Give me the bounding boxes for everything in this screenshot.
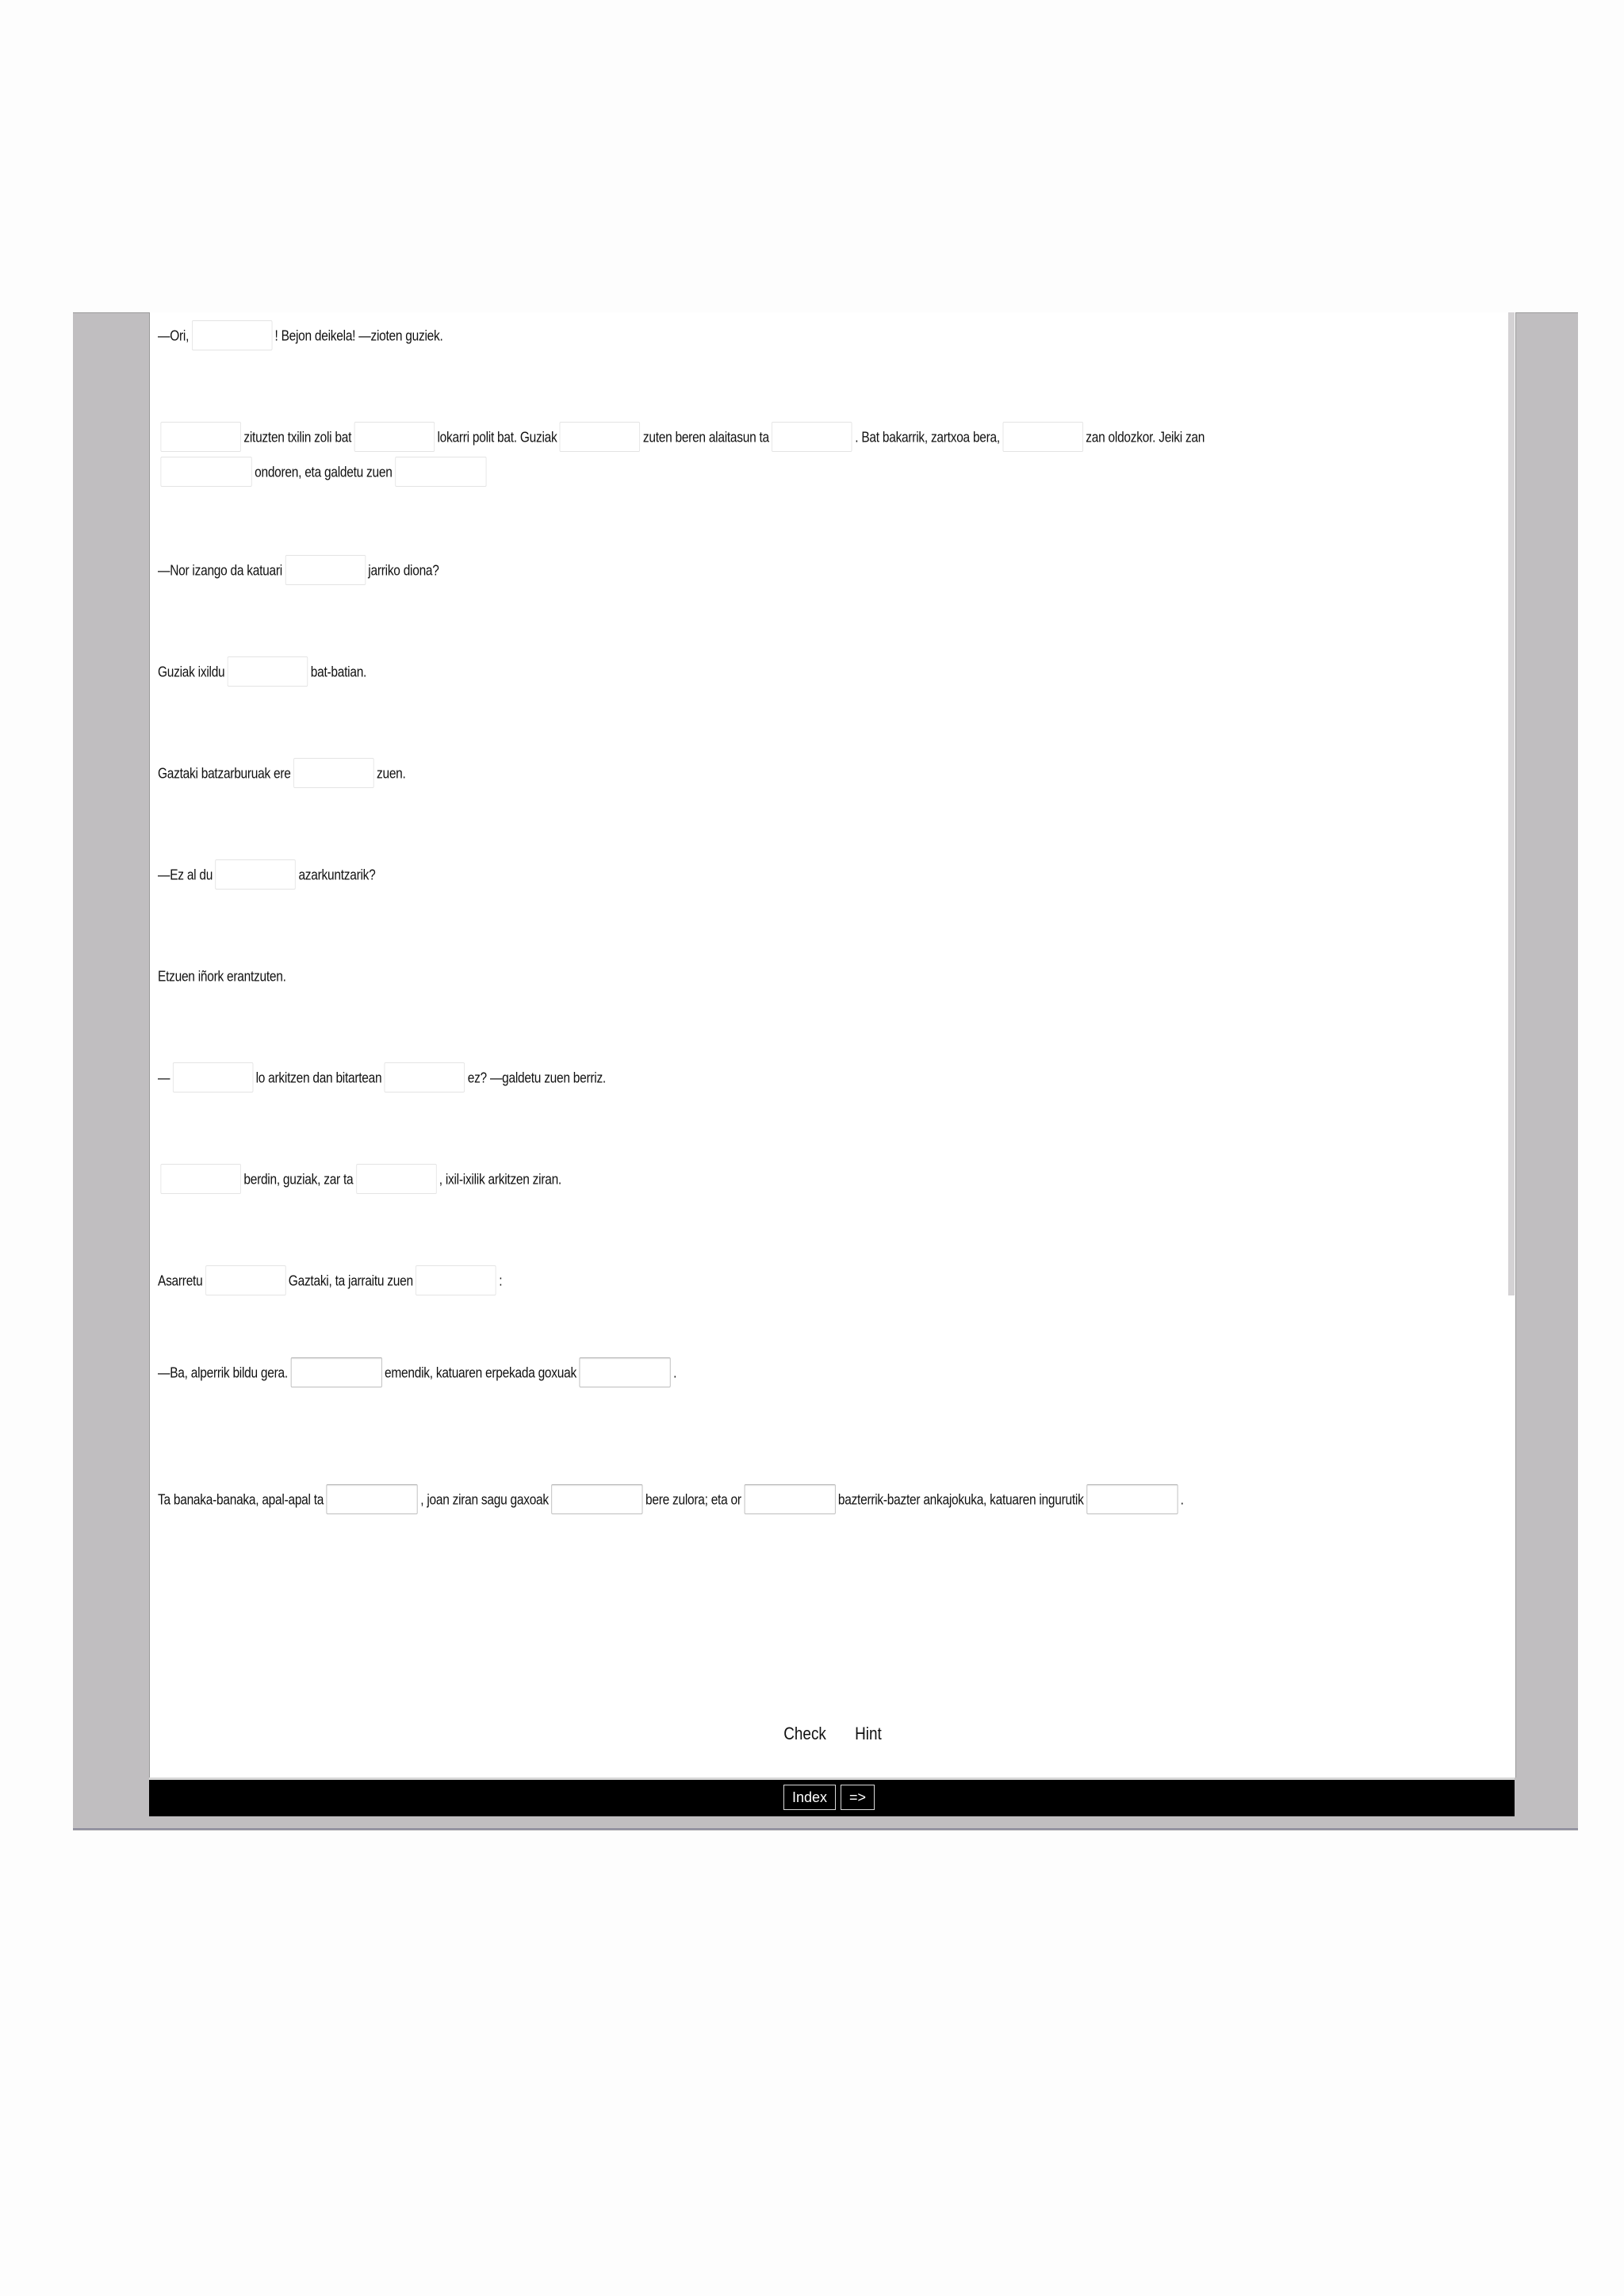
text-segment: jarriko diona? <box>368 562 439 579</box>
text-segment: : <box>499 1272 503 1289</box>
answer-gap-input[interactable] <box>205 1265 285 1295</box>
text-segment: azarkuntzarik? <box>298 867 376 883</box>
paragraph <box>158 317 443 353</box>
text-segment: Ta banaka-banaka, apal-apal ta <box>158 1491 324 1508</box>
answer-gap-input[interactable] <box>1002 422 1082 452</box>
text-segment: zuten beren alaitasun ta <box>642 429 769 446</box>
text-segment: zituzten txilin zoli bat <box>243 429 352 446</box>
answer-gap-input[interactable] <box>173 1062 253 1093</box>
paragraph <box>158 552 439 587</box>
text-segment: , ixil-ixilik arkitzen ziran. <box>439 1171 561 1188</box>
answer-gap-input[interactable] <box>560 422 640 452</box>
paragraph <box>158 1059 606 1095</box>
text-segment: —Nor izango da katuari <box>158 562 282 579</box>
text-segment: lokarri polit bat. Guziak <box>437 429 557 446</box>
text-segment: bere zulora; eta or <box>645 1491 741 1508</box>
paragraph <box>158 419 1205 454</box>
text-segment: . Bat bakarrik, zartxoa bera, <box>855 429 1000 446</box>
answer-gap-input[interactable] <box>290 1357 381 1387</box>
text-segment: ondoren, eta galdetu zuen <box>255 464 393 480</box>
answer-gap-input[interactable] <box>160 457 251 487</box>
answer-gap-input[interactable] <box>228 656 308 687</box>
nav-bar <box>149 1777 1515 1816</box>
text-segment: bat-batian. <box>310 664 367 680</box>
text-segment: Asarretu <box>158 1272 203 1289</box>
text-segment: ! Bejon deikela! —zioten guziek. <box>274 327 443 344</box>
answer-gap-input[interactable] <box>160 1164 240 1194</box>
text-segment: —Ez al du <box>158 867 213 883</box>
index-button[interactable]: Index <box>783 1785 836 1810</box>
answer-gap-input[interactable] <box>293 758 373 788</box>
answer-gap-input[interactable] <box>385 1062 465 1093</box>
answer-gap-input[interactable] <box>356 1164 436 1194</box>
text-segment: lo arkitzen dan bitartean <box>255 1070 382 1086</box>
answer-gap-input[interactable] <box>1086 1484 1178 1514</box>
text-segment: Gaztaki batzarburuak ere <box>158 765 291 782</box>
hint-button[interactable]: Hint <box>855 1724 882 1743</box>
text-segment: . <box>673 1364 677 1381</box>
frame-bottom-line <box>73 1828 1578 1830</box>
answer-gap-input[interactable] <box>744 1484 835 1514</box>
text-segment: — <box>158 1070 170 1086</box>
paragraph <box>158 958 286 993</box>
text-segment: bazterrik-bazter ankajokuka, katuaren ingurutik <box>837 1491 1084 1508</box>
text-segment: . <box>1180 1491 1184 1508</box>
paragraph <box>158 453 489 489</box>
text-segment: ez? —galdetu zuen berriz. <box>467 1070 606 1086</box>
exercise-panel <box>149 312 1516 1777</box>
answer-gap-input[interactable] <box>216 859 296 890</box>
text-segment: zan oldozkor. Jeiki zan <box>1086 429 1205 446</box>
paragraph <box>158 653 366 689</box>
text-segment: berdin, guziak, zar ta <box>243 1171 354 1188</box>
answer-gap-input[interactable] <box>551 1484 642 1514</box>
answer-gap-input[interactable] <box>395 457 486 487</box>
paragraph <box>158 856 376 892</box>
answer-gap-input[interactable] <box>192 320 272 350</box>
scrollbar[interactable] <box>1508 312 1515 1295</box>
text-segment: Gaztaki, ta jarraitu zuen <box>288 1272 413 1289</box>
paragraph <box>158 1262 502 1298</box>
text-segment: —Ba, alperrik bildu gera. <box>158 1364 288 1381</box>
answer-gap-input[interactable] <box>285 555 365 585</box>
paragraph <box>158 1354 676 1390</box>
answer-gap-input[interactable] <box>579 1357 670 1387</box>
text-segment: zuen. <box>376 765 406 782</box>
next-button[interactable]: => <box>841 1785 875 1810</box>
answer-gap-input[interactable] <box>772 422 852 452</box>
answer-gap-input[interactable] <box>327 1484 418 1514</box>
text-segment: Guziak ixildu <box>158 664 225 680</box>
answer-gap-input[interactable] <box>160 422 240 452</box>
text-segment: —Ori, <box>158 327 190 344</box>
paragraph <box>158 755 406 790</box>
text-segment: emendik, katuaren erpekada goxuak <box>385 1364 576 1381</box>
check-button[interactable]: Check <box>783 1724 826 1743</box>
answer-gap-input[interactable] <box>416 1265 496 1295</box>
paragraph <box>158 1161 561 1196</box>
action-row <box>246 1724 1420 1744</box>
paragraph <box>158 1481 1184 1517</box>
answer-gap-input[interactable] <box>354 422 435 452</box>
text-segment: Etzuen iñork erantzuten. <box>158 968 286 985</box>
text-segment: , joan ziran sagu gaxoak <box>420 1491 549 1508</box>
